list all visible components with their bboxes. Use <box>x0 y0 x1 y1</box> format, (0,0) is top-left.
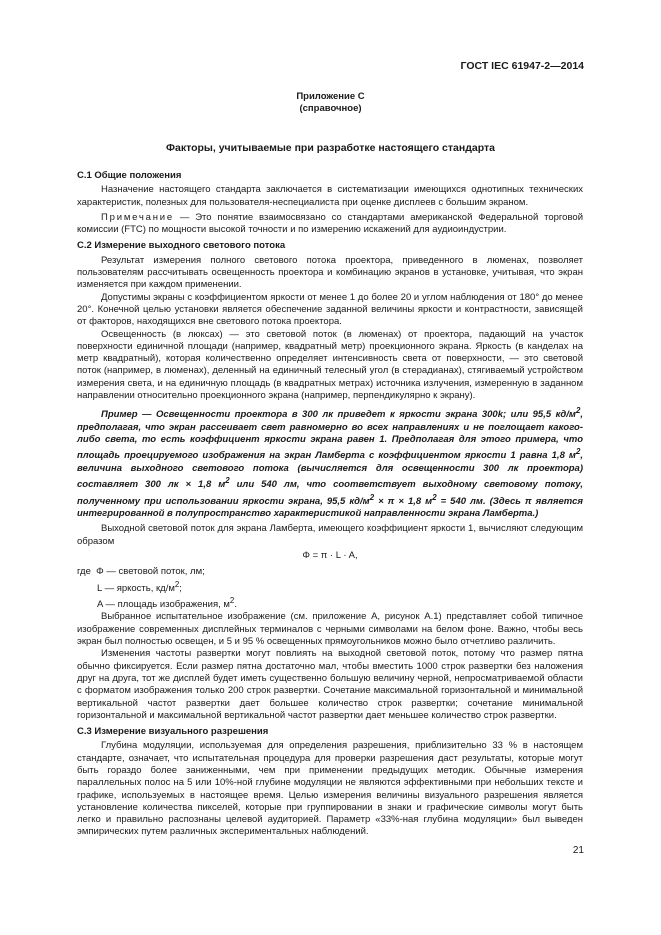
example-text: × π × 1,8 м <box>374 495 433 507</box>
paragraph: Освещенность (в люксах) — это световой поток (в люменах) от проектора, падающий на участок поверхности единичной площади (например, квадратный метр) проекционного экрана. Яркость (в канделах на метр квадратный), которая количественно определяет интенсивность света от поверхности, — это световой поток (например, в люменах), деленный на единичный телесный угол (в стерадианах), стягиваемый устройством измерения света, и на единичную площадь (в квадратных метрах) источника излучения, измеренную в заданном направлении относительно проекционного экрана (например, перпендикулярно к экрану). <box>77 328 583 402</box>
section-title-c3: С.3 Измерение визуального разрешения <box>77 726 269 738</box>
superscript: 2 <box>225 476 230 486</box>
paragraph: Назначение настоящего стандарта заключается в систематизации имеющихся однотипных технических характеристик, полезных для пользователя-неспециалиста при оценке дисплеев с большим экраном. <box>77 184 583 208</box>
annex-title: Приложение С <box>296 91 365 102</box>
paragraph: Допустимы экраны с коэффициентом яркости от менее 1 до более 20 и углом наблюдения от 180° до менее 20°. Конечной целью установки является обеспечение заданной величины яркости и контрастности, зависящей от факторов, находящихся вне светового потока проектора. <box>77 291 583 328</box>
example-text: k <box>497 409 504 421</box>
superscript: 2 <box>369 492 375 502</box>
example-text: , предполагая, что экран рассеивает свет равномерно во всех направлениях и не поглощает какого-либо света, то есть коэффициент яркости экрана равен 1. Предполагая для этого примера, что площадь проецируемого изображения на экран Ламберта с коэффициентом яркости 1 равна 1,8 м <box>77 409 583 462</box>
legend-a <box>77 595 583 611</box>
note-paragraph <box>77 212 583 237</box>
superscript: 2 <box>575 447 581 457</box>
legend-text: Φ — световой поток, лм; <box>96 566 205 578</box>
example-text: или 540 лм, что соответствует выходному световому потоку, полученному при использовании яркости экрана, 95,5 кд/м <box>77 479 583 507</box>
example-paragraph <box>77 405 583 520</box>
paragraph: Выходной световой поток для экрана Ламберта, имеющего коэффициент яркости 1, вычисляют следующим образом <box>77 523 583 547</box>
legend-text: L — яркость, кд/м <box>97 582 175 594</box>
annex-subtitle: (справочное) <box>299 103 362 114</box>
superscript: 2 <box>575 406 581 416</box>
legend-l <box>77 579 583 595</box>
section-title-c1: С.1 Общие положения <box>77 170 182 181</box>
legend-text: ; <box>179 582 182 594</box>
legend-text: . <box>234 599 237 611</box>
annex-block <box>40 91 621 115</box>
paragraph: Результат измерения полного светового потока проектора, приведенного в люменах, позволяет пользователям рассчитывать освещенность проектора и комбинацию экранов в установке, учитывая, что экран изменяется при каждом применении. <box>77 254 583 291</box>
paragraph: Изменения частоты развертки могут повлиять на выходной световой поток, потому что размер пятна обычно фиксируется. Если размер пятна достаточно мал, чтобы вместить 1000 строк развертки без наложения друг на друга, тот же дисплей будет иметь существенно большую величину черной, непросматриваемой области с форматом изображения только 200 строк развертки. Сочетание максимальной горизонтальной и минимальной вертикальной частот развертки дает большее количество строк развертки; сочетание минимальной горизонтальной и максимальной вертикальной частот развертки дает меньшее количество строк развертки. <box>77 648 583 721</box>
paragraph: Выбранное испытательное изображение (см. приложение А, рисунок А.1) представляет собой типичное изображение современных дисплейных терминалов с черными символами на белом фоне. Важно, чтобы весь экран был полностью освещен, и 5 и 95 % освещенных прямоугольников можно было отчетливо различить. <box>77 611 583 648</box>
note-label: Примечание <box>101 211 174 223</box>
document-header-standard: ГОСТ IEC 61947-2—2014 <box>460 60 584 72</box>
legend-phi <box>77 566 583 578</box>
example-text: Пример — Освещенности проектора в 300 лк приведет к яркости экрана 300 <box>101 409 498 421</box>
section-title-c2: С.2 Измерение выходного светового потока <box>77 240 286 252</box>
document-body <box>77 166 583 839</box>
appendix-heading: Факторы, учитываемые при разработке настоящего стандарта <box>166 142 495 154</box>
paragraph: Глубина модуляции, используемая для определения разрешения, приблизительно 33 % в настоящем стандарте, означает, что испытательная процедура для проверки разрешения даст результаты, которые могут быть гораздо более заниженными, чем при применении предыдущих методик. Обычные измерения параллельных полос на 5 или 10%-ной глубине модуляции не являются эффективными при небольших тексте и графике, используемых в настоящее время. Целью измерения величины визуального разрешения является установление количества пикселей, которые при группировании в знаки и графические символы могут быть легко и правильно распознаны целевой аудиторией. Параметр «33%-ная глубина модуляции» был выведен эмпирических путем различных экспериментальных наблюдений. <box>77 740 583 838</box>
superscript: 2 <box>174 579 180 589</box>
legend-text: A — площадь изображения, м <box>97 599 230 611</box>
formula: Φ = π · L · A, <box>302 549 358 561</box>
page-number: 21 <box>572 845 584 856</box>
example-text: , величина выходного светового потока (вычисляется для освещенности 300 лк проектора) составляет 300 лк × 1,8 м <box>77 450 583 491</box>
superscript: 2 <box>229 595 235 605</box>
legend-label: где <box>77 566 91 578</box>
example-text: ; или 95,5 кд/м <box>503 409 576 421</box>
note-text: — Это понятие взаимосвязано со стандартами американской Федеральной торговой комиссии (FTC) по мощности высокой точности и по измерению искажений для аудиоиндустрии. <box>77 211 583 236</box>
superscript: 2 <box>432 492 437 502</box>
formula-legend <box>77 566 583 611</box>
example-text: = 540 лм. (Здесь π является интегрированной в полупространство характеристикой направленности экрана Ламберта.) <box>77 495 583 520</box>
